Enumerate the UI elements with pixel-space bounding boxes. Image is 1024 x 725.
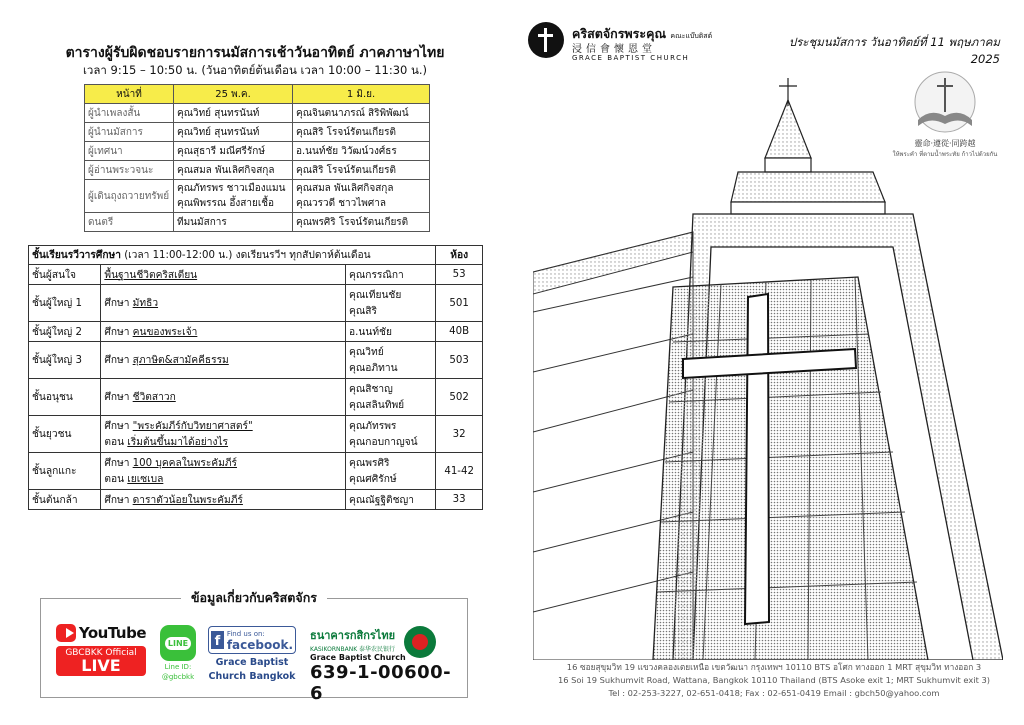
class-topic-title: พื้นฐานชีวิตคริสเตียน	[104, 269, 198, 281]
class-room: 503	[436, 342, 483, 379]
class-teacher: คุณวิทย์	[349, 347, 384, 358]
duty-person: คุณพิพรรณ อึ้งสายเชื้อ	[177, 198, 275, 209]
duty-header-date1: 25 พ.ค.	[174, 85, 293, 104]
class-topic	[104, 267, 342, 283]
class-row	[29, 265, 483, 285]
class-header	[29, 246, 436, 265]
class-row	[29, 322, 483, 342]
line-id-label: Line ID:	[164, 663, 192, 671]
youtube-channel: GBCBKK Official	[65, 648, 137, 658]
duty-row	[85, 161, 430, 180]
class-topic-line2-prefix: ตอน	[104, 437, 128, 448]
duty-person: คุณวรวดี ชาวไพศาล	[296, 198, 386, 209]
duty-person: คุณสิริ โรจน์รัตนเกียรติ	[293, 161, 430, 180]
class-topic-line2-prefix: ตอน	[104, 474, 128, 485]
class-teacher-cell	[346, 416, 436, 453]
class-name: ชั้นอนุชน	[29, 379, 101, 416]
class-topic	[104, 492, 342, 508]
class-room: 501	[436, 285, 483, 322]
class-topic-cell	[101, 379, 346, 416]
class-topic-line2	[104, 434, 342, 450]
cross-logo-icon	[528, 22, 564, 58]
class-room: 502	[436, 379, 483, 416]
bank-name: ธนาคารกสิกรไทย	[310, 629, 396, 642]
facebook-block[interactable]	[208, 626, 296, 682]
duty-person: ทีมนมัสการ	[174, 213, 293, 232]
class-teacher: คุณศศิรักษ์	[349, 474, 397, 485]
class-header-bold: ชั้นเรียนรวีวารศึกษา	[32, 250, 121, 261]
duty-person: คุณสุธารี มณีศรีรักษ์	[174, 142, 293, 161]
class-teacher-cell	[346, 453, 436, 490]
duty-person: คุณพรศิริ โรจน์รัตนเกียรติ	[293, 213, 430, 232]
duty-person-pair	[293, 180, 430, 213]
line-word: LINE	[165, 637, 191, 650]
duty-person: คุณวิทย์ สุนทรนันท์	[174, 104, 293, 123]
bank-name-en: KASIKORNBANK 泰华农民银行	[310, 646, 396, 653]
class-topic-prefix: ศึกษา	[104, 421, 133, 432]
duty-role: ผู้นำนมัสการ	[85, 123, 174, 142]
class-topic-title: 100 บุคคลในพระคัมภีร์	[132, 458, 238, 469]
class-header-row	[29, 246, 483, 265]
class-table	[28, 245, 483, 510]
kbank-logo-icon	[404, 626, 436, 658]
class-topic-prefix: ศึกษา	[104, 494, 133, 506]
logo-chinese-text: 浸信會懷恩堂	[572, 44, 656, 55]
class-topic-line2	[104, 471, 342, 487]
class-room: 33	[436, 490, 483, 510]
class-topic-prefix: ศึกษา	[104, 458, 133, 469]
duty-person: คุณสิริ โรจน์รัตนเกียรติ	[293, 123, 430, 142]
class-header-note: (เวลา 11:00-12:00 น.) งดเรียนรวีฯ ทุกสัปดาห์ต้นเดือน	[120, 250, 371, 261]
church-address	[540, 661, 1008, 700]
class-teacher-cell	[346, 322, 436, 342]
class-teacher: คุณอภิทาน	[349, 363, 398, 374]
class-topic-cell	[101, 322, 346, 342]
facebook-badge	[208, 626, 296, 654]
class-topic	[104, 455, 342, 471]
emblem-chinese-motto: 靈命‧遵從‧同跨越	[914, 139, 976, 148]
class-topic-title: ชีวิตสาวก	[132, 392, 176, 403]
class-row	[29, 379, 483, 416]
logo-thai-small: คณะแบ๊บติสต์	[670, 32, 713, 40]
facebook-page-name-1: Grace Baptist	[215, 657, 289, 668]
class-topic-title: มัทธิว	[132, 298, 159, 309]
class-topic	[104, 295, 342, 311]
class-teacher: คุณพรศิริ	[349, 458, 390, 469]
facebook-text	[227, 629, 293, 651]
class-topic	[104, 324, 342, 340]
duty-role: ผู้อ่านพระวจนะ	[85, 161, 174, 180]
duty-person: คุณจินตนาภรณ์ สิริพิพัฒน์	[293, 104, 430, 123]
class-teacher-cell	[346, 490, 436, 510]
class-room: 32	[436, 416, 483, 453]
class-room: 40B	[436, 322, 483, 342]
address-english: 16 Soi 19 Sukhumvit Road, Wattana, Bangkok 10110 Thailand (BTS Asoke exit 1; MRT Sukhumvit exit 3)	[557, 675, 991, 685]
duty-row	[85, 104, 430, 123]
class-teacher-cell	[346, 265, 436, 285]
class-topic-cell	[101, 490, 346, 510]
class-teacher: คุณณัฐฐิติชญา	[349, 494, 414, 506]
class-name: ชั้นต้นกล้า	[29, 490, 101, 510]
class-name: ชั้นผู้ใหญ่ 3	[29, 342, 101, 379]
duty-person: คุณวิทย์ สุนทรนันท์	[174, 123, 293, 142]
facade	[653, 214, 1003, 660]
class-teacher: คุณกรรณิกา	[349, 269, 404, 281]
class-topic-prefix: ศึกษา	[104, 326, 133, 338]
logo-thai-name: คริสตจักรพระคุณ	[572, 26, 667, 41]
class-topic-prefix: ศึกษา	[104, 392, 133, 403]
class-name: ชั้นผู้สนใจ	[29, 265, 101, 285]
duty-row	[85, 142, 430, 161]
duty-person: คุณภัทรพร ชาวเมืองแมน	[177, 183, 286, 194]
church-info-title-text: ข้อมูลเกี่ยวกับคริสตจักร	[181, 590, 327, 605]
duty-role: ผู้เทศนา	[85, 142, 174, 161]
class-teacher: คุณสิริ	[349, 306, 377, 317]
bank-block	[310, 626, 460, 704]
class-topic-cell	[101, 416, 346, 453]
youtube-word: YouTube	[78, 624, 146, 642]
class-rows	[29, 265, 483, 510]
class-teacher-cell	[346, 379, 436, 416]
class-topic-prefix: ศึกษา	[104, 355, 133, 366]
class-teacher: คุณสลินทิพย์	[349, 400, 405, 411]
class-topic	[104, 418, 342, 434]
duty-header-date2: 1 มิ.ย.	[293, 85, 430, 104]
class-row	[29, 490, 483, 510]
duty-role: ดนตรี	[85, 213, 174, 232]
room-header: ห้อง	[436, 246, 483, 265]
class-teacher: คุณภัทรพร	[349, 421, 397, 432]
logo-english-text: GRACE BAPTIST CHURCH	[572, 54, 690, 62]
duty-person-pair	[174, 180, 293, 213]
class-topic-cell	[101, 265, 346, 285]
duty-row	[85, 213, 430, 232]
church-info-title	[40, 588, 468, 608]
class-teacher-cell	[346, 285, 436, 322]
youtube-live-label: LIVE	[81, 656, 121, 675]
class-row	[29, 285, 483, 322]
class-name: ชั้นยุวชน	[29, 416, 101, 453]
class-topic-episode: เริ่มต้นขึ้นมาได้อย่างไร	[127, 437, 229, 448]
class-teacher: คุณกอบกาญจน์	[349, 437, 418, 448]
youtube-live-badge	[56, 646, 146, 676]
class-topic-title: "พระคัมภีร์กับวิทยาศาสตร์"	[132, 421, 253, 432]
duty-person: อ.นนท์ชัย วิวัฒน์วงศ์ธร	[293, 142, 430, 161]
class-row	[29, 416, 483, 453]
facebook-page-name-2: Church Bangkok	[208, 671, 296, 682]
schedule-title: ตารางผู้รับผิดชอบรายการนมัสการเช้าวันอาทิตย์ ภาคภาษาไทย	[65, 45, 445, 61]
address-thai: 16 ซอยสุขุมวิท 19 แขวงคลองเตยเหนือ เขตวัฒนา กรุงเทพฯ 10110 BTS อโศก ทางออก 1 MRT สุขุมวิท ทางออก 3	[566, 662, 982, 672]
duty-role: ผู้นำเพลงสั้น	[85, 104, 174, 123]
class-teacher: อ.นนท์ชัย	[349, 326, 392, 338]
class-topic	[104, 389, 342, 405]
contact-line: Tel : 02-253-3227, 02-651-0418; Fax : 02-651-0419 Email : gbch50@yahoo.com	[608, 688, 940, 698]
duty-row	[85, 123, 430, 142]
class-room: 53	[436, 265, 483, 285]
line-icon	[160, 625, 196, 661]
class-room: 41-42	[436, 453, 483, 490]
church-emblem	[890, 70, 1000, 170]
duty-person: คุณสมล พันเลิศกิจสกุล	[296, 183, 394, 194]
duty-person: คุณสมล พันเลิศกิจสกุล	[174, 161, 293, 180]
emblem-thai-motto: ให้พระคำ ที่ตามน้ำพระทัย ก้าวไปด้วยกัน	[892, 151, 998, 158]
class-topic-episode: เยเซเบล	[127, 474, 164, 485]
line-block[interactable]	[158, 625, 198, 681]
line-id: @gbcbkk	[161, 673, 195, 681]
duty-role: ผู้เดินถุงถวายทรัพย์	[85, 180, 174, 213]
class-row	[29, 453, 483, 490]
facebook-icon: f	[211, 631, 224, 649]
class-name: ชั้นผู้ใหญ่ 1	[29, 285, 101, 322]
class-topic-title: ดาราตัวน้อยในพระคัมภีร์	[132, 494, 243, 506]
class-row	[29, 342, 483, 379]
schedule-subtitle: เวลา 9:15 – 10:50 น. (วันอาทิตย์ต้นเดือน เวลา 10:00 – 11:30 น.)	[82, 63, 428, 77]
tower	[731, 172, 885, 214]
facebook-find-us: Find us on:	[226, 630, 265, 638]
bank-account-name: Grace Baptist Church	[310, 653, 406, 662]
class-teacher-cell	[346, 342, 436, 379]
youtube-play-icon	[56, 624, 76, 642]
meeting-date: ประชุมนมัสการ วันอาทิตย์ที่ 11 พฤษภาคม 2025	[788, 35, 1000, 66]
duty-header-role: หน้าที่	[85, 85, 174, 104]
class-teacher: คุณสิชาญ	[349, 384, 393, 395]
class-topic-title: คนของพระเจ้า	[132, 326, 198, 338]
class-name: ชั้นลูกแกะ	[29, 453, 101, 490]
class-topic-title: สุภาษิต&สามัคคีธรรม	[132, 355, 229, 366]
duty-header-row	[85, 85, 430, 104]
facebook-word: facebook.	[226, 638, 293, 652]
spire	[765, 78, 811, 172]
duty-table	[84, 84, 430, 232]
duty-row	[85, 180, 430, 213]
class-topic	[104, 352, 342, 368]
youtube-block[interactable]	[56, 624, 146, 682]
class-topic-cell	[101, 453, 346, 490]
class-topic-cell	[101, 342, 346, 379]
class-topic-cell	[101, 285, 346, 322]
class-teacher: คุณเทียนชัย	[349, 290, 402, 301]
class-name: ชั้นผู้ใหญ่ 2	[29, 322, 101, 342]
church-logo	[528, 22, 718, 66]
class-topic-prefix: ศึกษา	[104, 298, 133, 309]
bible-cross-emblem-icon	[910, 70, 980, 134]
bank-account-number: 639-1-00600-6	[310, 662, 452, 704]
youtube-logo	[56, 624, 146, 642]
